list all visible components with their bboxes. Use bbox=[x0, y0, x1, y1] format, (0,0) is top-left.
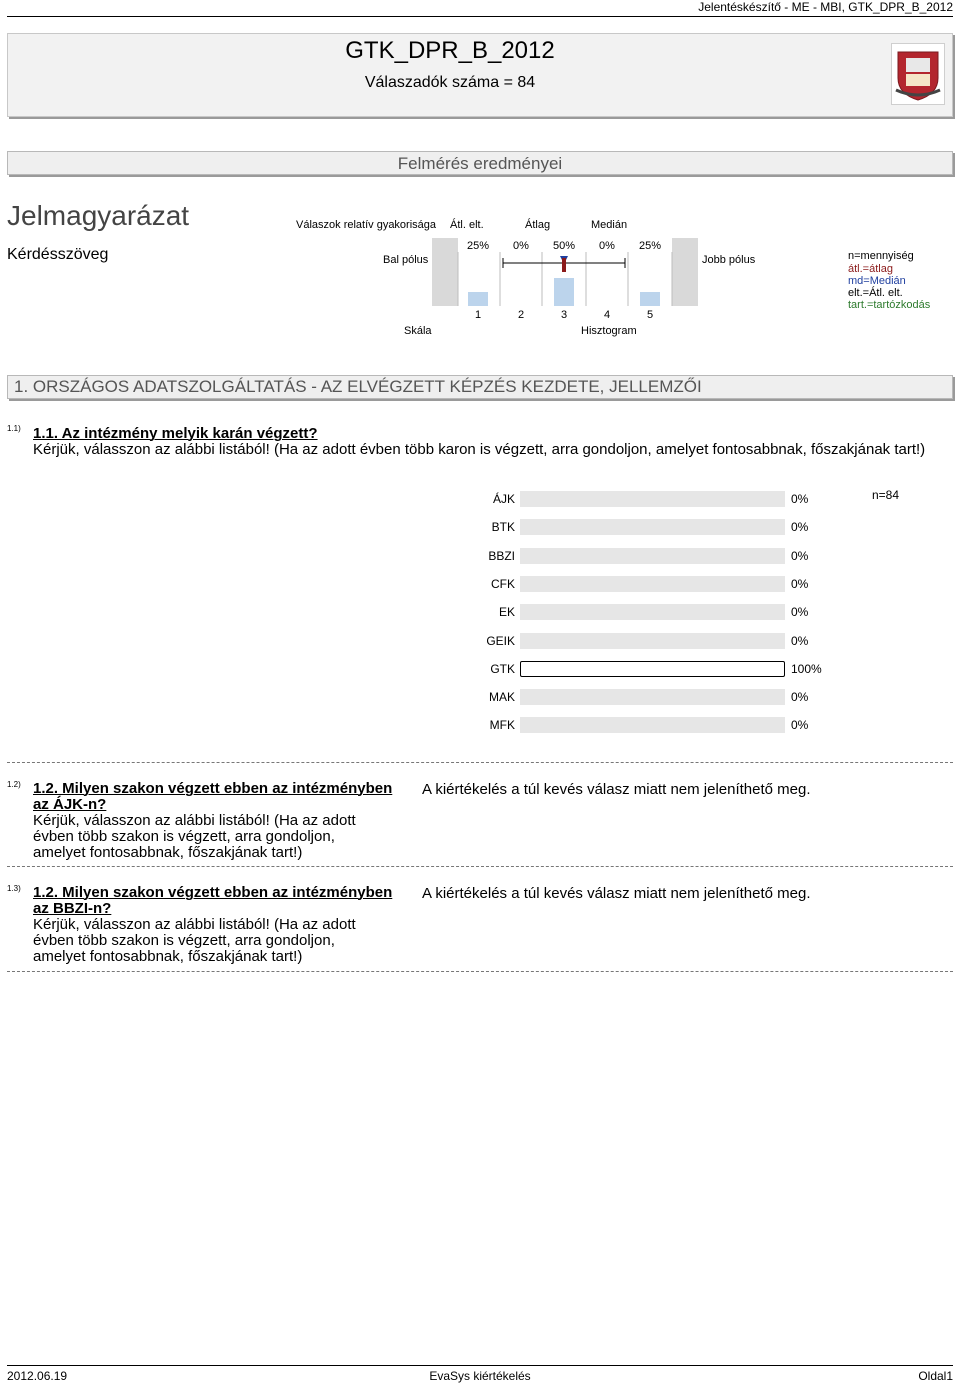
legend-key-median: md=Medián bbox=[848, 275, 906, 287]
option-label: ÁJK bbox=[492, 492, 515, 506]
hist-tick-label: 3 bbox=[560, 309, 568, 320]
legend-key-abst: tart.=tartózkodás bbox=[848, 299, 931, 311]
option-bar bbox=[520, 661, 785, 677]
option-percent: 0% bbox=[791, 690, 809, 705]
question-text-line: Kérjük, válasszon az alábbi listából! (Ha az adott bbox=[33, 916, 356, 933]
hist-pct-label: 0% bbox=[513, 240, 529, 252]
footer-date: 2012.06.19 bbox=[7, 1369, 68, 1383]
option-percent: 0% bbox=[791, 548, 809, 563]
hist-bar bbox=[554, 278, 574, 306]
crest-icon bbox=[892, 44, 944, 104]
university-logo bbox=[891, 43, 945, 105]
respondent-count: Válaszadók száma = 84 bbox=[364, 74, 536, 91]
hist-tick-label: 1 bbox=[474, 309, 482, 320]
option-percent: 0% bbox=[791, 605, 809, 620]
option-percent: 0% bbox=[791, 492, 809, 506]
legend-key-mean: átl.=átlag bbox=[848, 263, 893, 275]
option-label: GTK bbox=[490, 661, 515, 676]
legend-std-dev: Átl. elt. bbox=[450, 219, 484, 231]
option-bar bbox=[520, 519, 785, 535]
report-header-title: Jelentéskészítő - ME - MBI, GTK_DPR_B_2012 bbox=[698, 0, 953, 14]
separator bbox=[7, 866, 953, 867]
hist-tick-label: 4 bbox=[603, 309, 611, 320]
question-text-line: amelyet fontosabbnak, főszakjának tart!) bbox=[33, 844, 303, 861]
option-percent: 0% bbox=[791, 576, 809, 591]
option-label: CFK bbox=[491, 576, 515, 591]
option-label: BBZI bbox=[488, 548, 515, 563]
legend-scale: Skála bbox=[404, 325, 432, 337]
question-title: 1.2. Milyen szakon végzett ebben az intézményben bbox=[33, 884, 393, 901]
option-bar bbox=[520, 633, 785, 649]
question-block bbox=[33, 885, 413, 965]
question-number: 1.2) bbox=[7, 780, 21, 789]
legend-histogram-diagram bbox=[430, 238, 700, 320]
legend-key-std: elt.=Átl. elt. bbox=[848, 287, 903, 299]
report-title: GTK_DPR_B_2012 bbox=[345, 37, 555, 64]
option-label: EK bbox=[498, 605, 515, 620]
option-label: MAK bbox=[488, 690, 515, 705]
right-pole-band bbox=[672, 238, 698, 306]
hist-tick-label: 5 bbox=[646, 309, 654, 320]
option-percent: 0% bbox=[791, 633, 809, 648]
hist-pct-label: 25% bbox=[466, 240, 490, 252]
legend-key-n: n=mennyiség bbox=[848, 250, 914, 262]
legend-title: Jelmagyarázat bbox=[7, 200, 190, 231]
question-text-line: évben több szakon is végzett, arra gondoljon, bbox=[33, 828, 335, 845]
option-label: GEIK bbox=[486, 633, 515, 648]
option-percent: 100% bbox=[791, 661, 822, 676]
legend-left-pole: Bal pólus bbox=[383, 254, 429, 266]
mean-marker bbox=[562, 258, 566, 272]
hist-bar bbox=[640, 292, 660, 306]
hist-pct-label: 25% bbox=[638, 240, 662, 252]
option-percent: 0% bbox=[791, 718, 809, 733]
results-title: Felmérés eredményei bbox=[397, 154, 563, 173]
question-text-line: évben több szakon is végzett, arra gondoljon, bbox=[33, 932, 335, 949]
footer-page: Oldal1 bbox=[918, 1369, 953, 1383]
question-number: 1.3) bbox=[7, 884, 21, 893]
hist-pct-label: 50% bbox=[552, 240, 576, 252]
header-divider bbox=[7, 16, 953, 17]
question-title-cont: az ÁJK-n? bbox=[33, 796, 107, 813]
hist-tick-label: 2 bbox=[517, 309, 525, 320]
insufficient-data-note: A kiértékelés a túl kevés válasz miatt nem jeleníthető meg. bbox=[422, 885, 811, 902]
legend-mean: Átlag bbox=[525, 219, 551, 231]
option-bar bbox=[520, 491, 785, 507]
option-bar bbox=[520, 576, 785, 592]
question-title-cont: az BBZI-n? bbox=[33, 900, 112, 917]
left-pole-band bbox=[432, 238, 458, 306]
question-text: Kérjük, válasszon az alábbi listából! (Ha az adott évben több karon is végzett, arra gondoljon, amelyet fontosabbnak, főszakjának tart!) bbox=[33, 441, 926, 458]
option-bar bbox=[520, 604, 785, 620]
section-title: 1. ORSZÁGOS ADATSZOLGÁLTATÁS - AZ ELVÉGZETT KÉPZÉS KEZDETE, JELLEMZŐI bbox=[14, 377, 702, 396]
option-bar bbox=[520, 548, 785, 564]
question-block bbox=[33, 781, 413, 861]
answer-distribution bbox=[0, 492, 960, 742]
footer-center: EvaSys kiértékelés bbox=[429, 1369, 531, 1383]
option-bar bbox=[520, 689, 785, 705]
question-text-line: Kérjük, válasszon az alábbi listából! (Ha az adott bbox=[33, 812, 356, 829]
option-label: BTK bbox=[491, 520, 515, 535]
legend-right-pole: Jobb pólus bbox=[702, 254, 756, 266]
footer-divider bbox=[7, 1365, 953, 1366]
question-title: 1.1. Az intézmény melyik karán végzett? bbox=[33, 425, 318, 442]
legend-rel-freq: Válaszok relatív gyakorisága bbox=[296, 219, 437, 231]
question-number: 1.1) bbox=[7, 424, 21, 433]
option-percent: 0% bbox=[791, 520, 809, 535]
hist-pct-label: 0% bbox=[599, 240, 615, 252]
hist-bar bbox=[468, 292, 488, 306]
legend-question-text: Kérdésszöveg bbox=[7, 246, 109, 263]
sample-size: n=84 bbox=[872, 488, 900, 502]
question-text-line: amelyet fontosabbnak, főszakjának tart!) bbox=[33, 948, 303, 965]
insufficient-data-note: A kiértékelés a túl kevés válasz miatt nem jeleníthető meg. bbox=[422, 781, 811, 798]
question-block bbox=[33, 426, 948, 458]
question-title: 1.2. Milyen szakon végzett ebben az intézményben bbox=[33, 780, 393, 797]
separator bbox=[7, 971, 953, 972]
legend-histogram: Hisztogram bbox=[581, 325, 637, 337]
option-label: MFK bbox=[489, 718, 515, 733]
option-bar bbox=[520, 717, 785, 733]
separator bbox=[7, 762, 953, 763]
legend-median: Medián bbox=[591, 219, 628, 231]
